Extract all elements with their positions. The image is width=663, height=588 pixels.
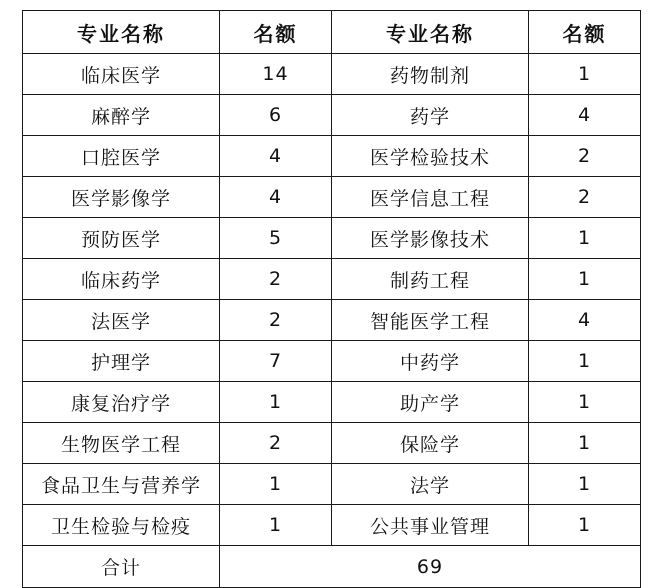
cell-major-right: 药学 xyxy=(332,95,529,136)
cell-quota-right: 4 xyxy=(529,300,641,341)
cell-quota-left: 4 xyxy=(220,136,332,177)
cell-quota-right: 1 xyxy=(529,54,641,95)
cell-major-right: 法学 xyxy=(332,464,529,505)
cell-quota-left: 14 xyxy=(220,54,332,95)
table-row xyxy=(23,95,641,136)
table-row xyxy=(23,218,641,259)
cell-major-right: 助产学 xyxy=(332,382,529,423)
cell-major-left: 生物医学工程 xyxy=(23,423,220,464)
cell-quota-right: 1 xyxy=(529,218,641,259)
table-row xyxy=(23,505,641,546)
cell-major-right: 医学检验技术 xyxy=(332,136,529,177)
table-row xyxy=(23,136,641,177)
cell-quota-left: 1 xyxy=(220,382,332,423)
cell-major-left: 护理学 xyxy=(23,341,220,382)
table-total-row xyxy=(23,546,641,588)
cell-quota-right: 2 xyxy=(529,136,641,177)
cell-quota-right: 1 xyxy=(529,423,641,464)
table-row xyxy=(23,341,641,382)
table-row xyxy=(23,259,641,300)
cell-major-right: 医学信息工程 xyxy=(332,177,529,218)
cell-major-right: 智能医学工程 xyxy=(332,300,529,341)
cell-quota-right: 4 xyxy=(529,95,641,136)
cell-quota-left: 1 xyxy=(220,505,332,546)
cell-quota-right: 1 xyxy=(529,464,641,505)
table-row xyxy=(23,177,641,218)
cell-quota-right: 1 xyxy=(529,382,641,423)
cell-quota-left: 2 xyxy=(220,300,332,341)
cell-quota-left: 6 xyxy=(220,95,332,136)
cell-major-right: 制药工程 xyxy=(332,259,529,300)
cell-quota-left: 2 xyxy=(220,259,332,300)
column-header-major-right: 专业名称 xyxy=(332,11,529,54)
cell-major-left: 康复治疗学 xyxy=(23,382,220,423)
cell-major-left: 卫生检验与检疫 xyxy=(23,505,220,546)
cell-quota-right: 1 xyxy=(529,259,641,300)
column-header-major-left: 专业名称 xyxy=(23,11,220,54)
table-header-row xyxy=(23,11,641,54)
major-quota-table xyxy=(22,10,641,588)
table-row xyxy=(23,464,641,505)
cell-quota-right: 1 xyxy=(529,505,641,546)
cell-quota-left: 2 xyxy=(220,423,332,464)
cell-major-right: 药物制剂 xyxy=(332,54,529,95)
table-row xyxy=(23,382,641,423)
table-header xyxy=(23,11,641,54)
cell-major-left: 医学影像学 xyxy=(23,177,220,218)
cell-quota-right: 2 xyxy=(529,177,641,218)
table-body xyxy=(23,54,641,588)
cell-major-left: 预防医学 xyxy=(23,218,220,259)
cell-quota-left: 4 xyxy=(220,177,332,218)
column-header-quota-left: 名额 xyxy=(220,11,332,54)
cell-major-left: 临床药学 xyxy=(23,259,220,300)
cell-quota-left: 7 xyxy=(220,341,332,382)
cell-major-right: 医学影像技术 xyxy=(332,218,529,259)
cell-quota-left: 1 xyxy=(220,464,332,505)
table-row xyxy=(23,300,641,341)
cell-major-right: 公共事业管理 xyxy=(332,505,529,546)
table-row xyxy=(23,54,641,95)
cell-major-left: 口腔医学 xyxy=(23,136,220,177)
cell-major-left: 食品卫生与营养学 xyxy=(23,464,220,505)
cell-major-right: 中药学 xyxy=(332,341,529,382)
column-header-quota-right: 名额 xyxy=(529,11,641,54)
cell-major-right: 保险学 xyxy=(332,423,529,464)
cell-quota-left: 5 xyxy=(220,218,332,259)
cell-major-left: 麻醉学 xyxy=(23,95,220,136)
cell-major-left: 临床医学 xyxy=(23,54,220,95)
total-label: 合计 xyxy=(23,546,220,588)
cell-quota-right: 1 xyxy=(529,341,641,382)
table-row xyxy=(23,423,641,464)
cell-major-left: 法医学 xyxy=(23,300,220,341)
total-value: 69 xyxy=(220,546,641,588)
